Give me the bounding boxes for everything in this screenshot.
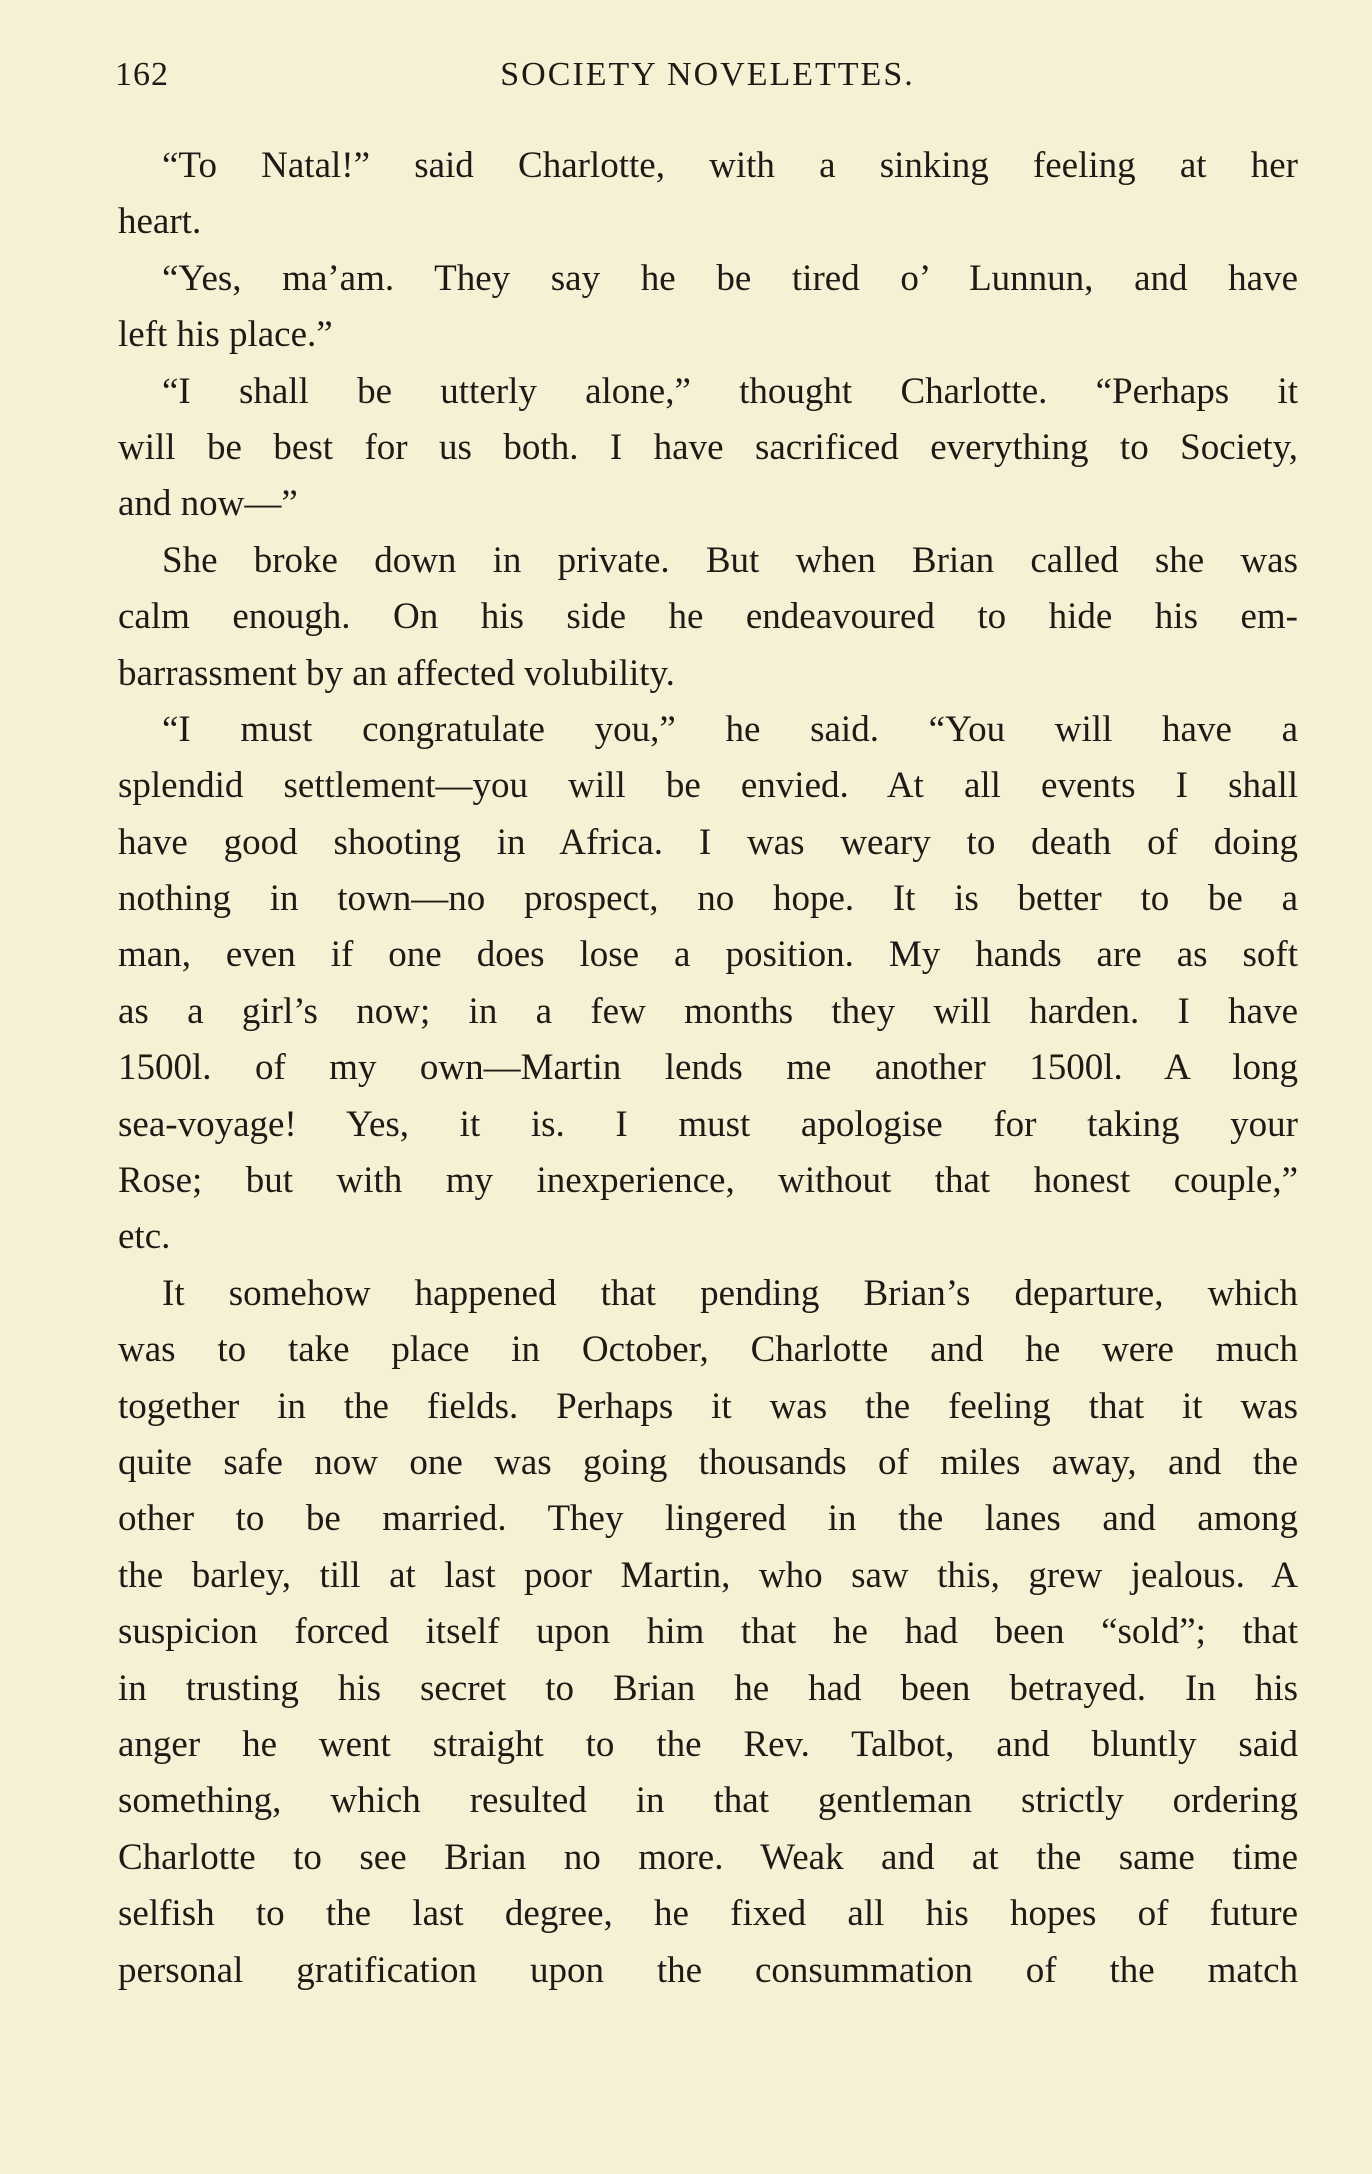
- text-line: nothing in town—no prospect, no hope. It is better to be a: [118, 878, 1298, 920]
- text-line: calm enough. On his side he endeavoured to hide his em-: [118, 596, 1298, 638]
- text-line: sea-voyage! Yes, it is. I must apologise for taking your: [118, 1103, 1298, 1145]
- text-line: “Yes, ma’am. They say he be tired o’ Lunnun, and have: [162, 257, 1298, 299]
- text-line: as a girl’s now; in a few months they will harden. I have: [118, 990, 1298, 1032]
- text-line: selfish to the last degree, he fixed all his hopes of future: [118, 1893, 1298, 1935]
- text-line: “I must congratulate you,” he said. “You will have a: [162, 708, 1298, 750]
- text-line: man, even if one does lose a position. My hands are as soft: [118, 934, 1298, 976]
- text-line: heart.: [118, 201, 202, 243]
- text-line: “I shall be utterly alone,” thought Charlotte. “Perhaps it: [162, 370, 1298, 412]
- text-line: Charlotte to see Brian no more. Weak and at the same time: [118, 1836, 1298, 1878]
- text-line: personal gratification upon the consummation of the match: [118, 1949, 1298, 1991]
- text-line: etc.: [118, 1216, 171, 1258]
- text-line: and now—”: [118, 483, 298, 525]
- text-line: quite safe now one was going thousands of miles away, and the: [118, 1441, 1298, 1483]
- text-line: barrassment by an affected volubility.: [118, 652, 675, 694]
- text-line: left his place.”: [118, 314, 333, 356]
- text-line: the barley, till at last poor Martin, who saw this, grew jealous. A: [118, 1554, 1298, 1596]
- text-line: splendid settlement—you will be envied. At all events I shall: [118, 765, 1298, 807]
- text-line: together in the fields. Perhaps it was the feeling that it was: [118, 1385, 1298, 1427]
- text-line: She broke down in private. But when Brian called she was: [162, 539, 1298, 581]
- text-line: anger he went straight to the Rev. Talbot, and bluntly said: [118, 1723, 1298, 1765]
- page-number: 162: [115, 56, 169, 93]
- text-line: will be best for us both. I have sacrificed everything to Society,: [118, 426, 1298, 468]
- running-title: SOCIETY NOVELETTES.: [500, 56, 915, 93]
- text-line: was to take place in October, Charlotte and he were much: [118, 1329, 1298, 1371]
- text-line: other to be married. They lingered in the lanes and among: [118, 1498, 1298, 1540]
- text-line: 1500l. of my own—Martin lends me another 1500l. A long: [118, 1047, 1298, 1089]
- text-line: Rose; but with my inexperience, without that honest couple,”: [118, 1160, 1298, 1202]
- text-line: in trusting his secret to Brian he had been betrayed. In his: [118, 1667, 1298, 1709]
- text-line: It somehow happened that pending Brian’s departure, which: [162, 1272, 1298, 1314]
- text-line: “To Natal!” said Charlotte, with a sinking feeling at her: [162, 145, 1298, 186]
- text-line: something, which resulted in that gentleman strictly ordering: [118, 1780, 1298, 1822]
- body-text: [118, 138, 1298, 1999]
- running-head: [115, 56, 1300, 106]
- text-line: suspicion forced itself upon him that he had been “sold”; that: [118, 1611, 1298, 1653]
- text-line: have good shooting in Africa. I was weary to death of doing: [118, 821, 1298, 863]
